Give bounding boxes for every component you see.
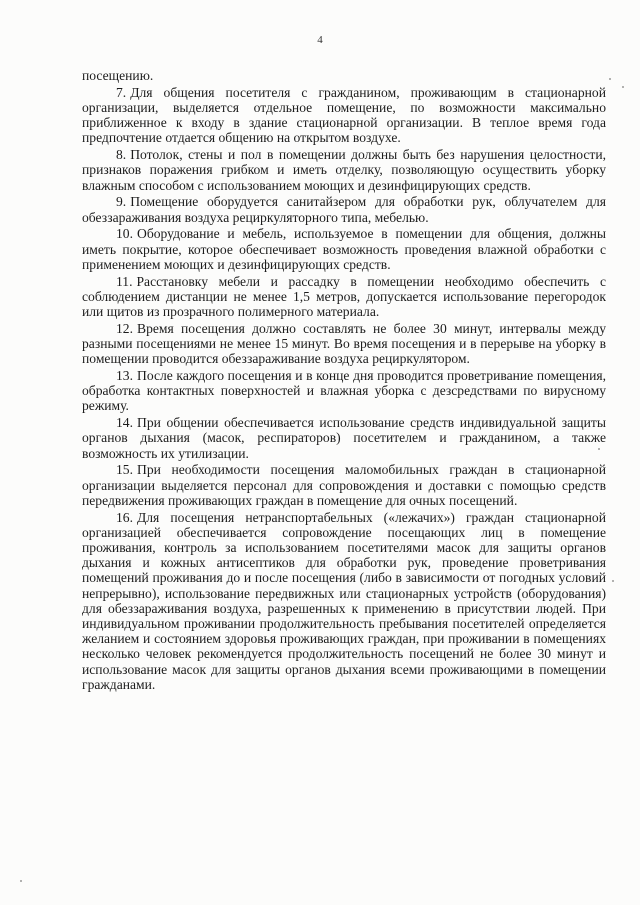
paragraph-text: Потолок, стены и пол в помещении должны быть без нарушения целостности, признаков поражения грибком и иметь отделку, позволяющую осуществить уборку влажным способом с использованием моющих и дезинфицирующих средств. [82,147,606,193]
paragraph-7 [82,85,606,146]
scan-speck [598,448,600,450]
paragraph-number: 9. [116,194,127,210]
paragraph-text: посещению. [82,68,154,83]
paragraph-11 [82,274,606,320]
document-body [82,68,606,694]
paragraph-text: При необходимости посещения маломобильных граждан в стационарной организации выделяется персонал для сопровождения и доставки с помощью средств передвижения проживающих граждан в помещение для очных посещений. [82,462,606,508]
paragraph-text: Расстановку мебели и рассадку в помещении необходимо обеспечить с соблюдением дистанции не менее 1,5 метров, допускается использование перегородок или щитов из прозрачного полимерного материала. [82,273,606,320]
paragraph-text: При общении обеспечивается использование средств индивидуальной защиты органов дыхания (масок, респираторов) посетителем и гражданином, а также возможность их утилизации. [82,415,606,461]
paragraph-number: 12. [116,320,133,336]
scan-speck [609,78,611,80]
paragraph-16 [82,510,606,692]
paragraph-13 [82,368,606,414]
paragraph-14 [82,415,606,461]
paragraph-8 [82,147,606,193]
paragraph-number: 7. [116,84,127,100]
paragraph-number: 8. [116,147,127,163]
scan-speck [20,880,22,882]
scan-speck [612,580,614,582]
paragraph-text: Помещение оборудуется санитайзером для обработки рук, облучателем для обеззараживания воздуха рециркуляторного типа, мебелью. [82,194,606,225]
paragraph-10 [82,226,606,272]
paragraph-12 [82,321,606,367]
paragraph-number: 13. [116,368,133,384]
paragraph-number: 16. [116,509,133,525]
paragraph-text: После каждого посещения и в конце дня проводится проветривание помещения, обработка контактных поверхностей и влажная уборка с дезсредствами по вирусному режиму. [82,368,606,414]
paragraph-number: 11. [116,273,133,289]
paragraph-text: Время посещения должно составлять не более 30 минут, интервалы между разными посещениями не менее 15 минут. Во время посещения и в перерыве на уборку в помещении проводится обеззараживание воздуха рециркулятором. [82,320,606,367]
paragraph-text: Для общения посетителя с гражданином, проживающим в стационарной организации, выделяется отдельное помещение, по возможности максимально приближенное к входу в здание стационарной организации. В теплое время года предпочтение отдается общению на открытом воздухе. [82,84,606,146]
paragraph-number: 14. [116,415,133,431]
paragraph-continuation [82,68,606,83]
paragraph-number: 15. [116,462,133,478]
page-number: 4 [317,34,323,46]
paragraph-15 [82,462,606,508]
paragraph-text: Оборудование и мебель, используемое в помещении для общения, должны иметь покрытие, которое обеспечивает возможность проведения влажной обработки с применением моющих и дезинфицирующих средств. [82,226,606,272]
scan-speck [622,86,624,88]
paragraph-number: 10. [116,226,133,242]
paragraph-text: Для посещения нетранспортабельных («лежачих») граждан стационарной организацией обеспечивается сопровождение посещающих лиц в помещение проживания, контроль за использованием посетителями масок для защиты органов дыхания и кожных антисептиков для обработки рук, проведение проветривания помещений проживания до и после посещения (либо в зависимости от погодных условий непрерывно), использование передвижных или стационарных устройств (оборудования) для обеззараживания воздуха, разрешенных к применению в присутствии людей. При индивидуальном проживании продолжительность пребывания посетителей определяется желанием и состоянием здоровья проживающих граждан, при проживании в помещениях несколько человек рекомендуется продолжительность посещений не более 30 минут и использование масок для защиты органов дыхания всеми проживающими в помещении гражданами. [82,509,606,692]
paragraph-9 [82,194,606,224]
